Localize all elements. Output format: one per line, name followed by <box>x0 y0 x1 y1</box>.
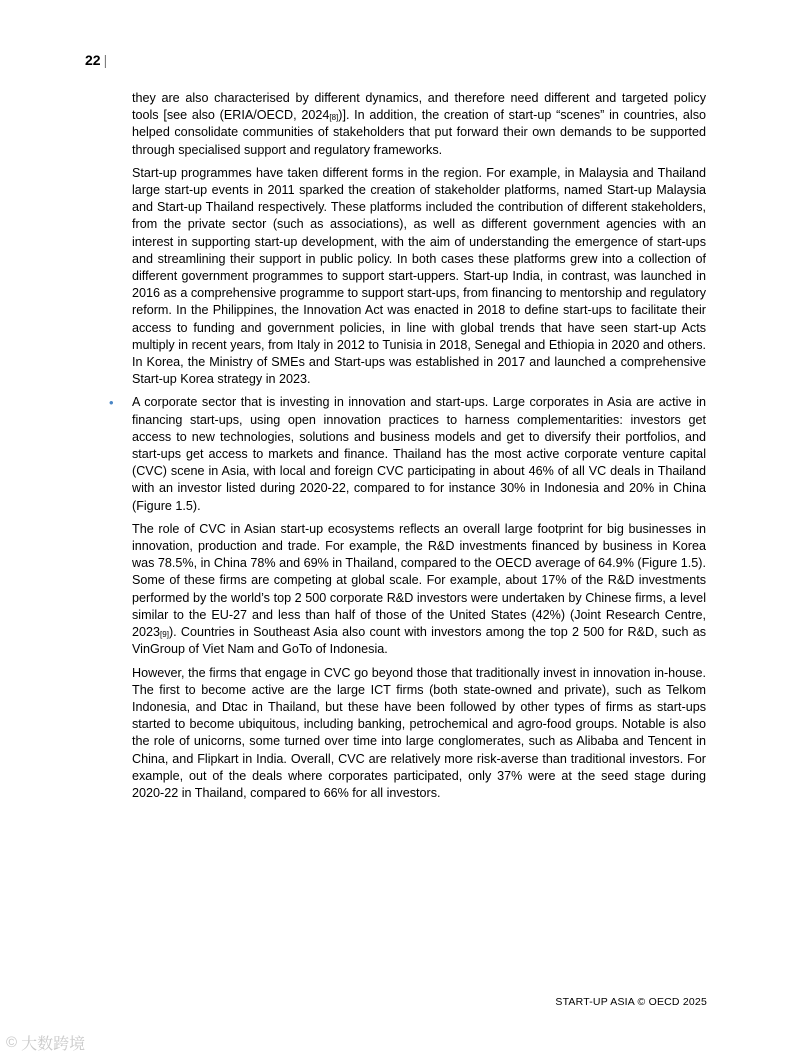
paragraph-3: A corporate sector that is investing in innovation and start-ups. Large corporates in Asia are active in financing start-ups, using open innovation practices to harness complementarities: investors get access to new technologies, solutions and business models and get to diversify their portfolios, and start-ups get access to markets and finance. Thailand has the most active corporate venture capital (CVC) scene in Asia, with local and foreign CVC participating in about 46% of all VC deals in Thailand with an investor listed during 2020-22, compared to for instance 30% in Indonesia and 20% in China (Figure 1.5). <box>132 395 706 513</box>
bullet-icon: • <box>109 395 114 411</box>
bullet-item <box>109 394 706 514</box>
watermark <box>6 1031 85 1054</box>
paragraph-1: they are also characterised by different dynamics, and therefore need different and targeted policy tools [see also (ERIA/OECD, 2024[8])]. In addition, the creation of start-up “scenes” in countries, also helped consolidate communities of stakeholders that put forward their own demands to be supported through specialised support and regulatory frameworks. <box>132 91 706 157</box>
footer: START-UP ASIA © OECD 2025 <box>555 996 707 1008</box>
paragraph-4: The role of CVC in Asian start-up ecosystems reflects an overall large footprint for big businesses in innovation, production and trade. For example, the R&D investments financed by business in Korea was 78.5%, in China 78% and 69% in Thailand, compared to the OECD average of 64.9% (Figure 1.5). Some of these firms are competing at global scale. For example, about 17% of the R&D investments performed by the world’s top 2 500 corporate R&D investors were undertaken by Chinese firms, a level similar to the EU-27 and less than half of those of the United States (42%) (Joint Research Centre, 2023[9]). Countries in Southeast Asia also count with investors among the top 2 500 for R&D, such as VinGroup of Viet Nam and GoTo of Indonesia. <box>132 521 706 657</box>
watermark-text: 大数跨境 <box>21 1036 86 1053</box>
paragraph-2: Start-up programmes have taken different forms in the region. For example, in Malaysia and Thailand large start-up events in 2011 sparked the creation of stakeholder platforms, named Start-up Malaysia and Start-up Thailand respectively. These platforms included the contribution of different stakeholders, from the private sector (such as associations), as well as different government agencies with an interest in supporting start-up development, with the aim of understanding the emergence of start-ups and streamlining their support in public policy. In both cases these platforms grew into a collection of different government programmes to support start-uppers. Start-up India, in contrast, was launched in 2016 as a comprehensive programme to support start-ups, from financing to mentorship and regulatory reform. In the Philippines, the Innovation Act was enacted in 2018 to define start-ups to facilitate their access to funding and government policies, in line with global trends that have seen start-up Acts multiply in recent years, from Italy in 2012 to Tunisia in 2018, Senegal and Ethiopia in 2020 and others. In Korea, the Ministry of SMEs and Start-ups was established in 2017 and launched a comprehensive Start-up Korea strategy in 2023. <box>132 165 707 387</box>
page-number: 22 <box>85 52 101 68</box>
citation-8: [8] <box>329 113 339 123</box>
citation-9: [9] <box>160 630 169 640</box>
body-text <box>109 90 707 808</box>
paragraph-5: However, the firms that engage in CVC go beyond those that traditionally invest in innovation in-house. The first to become active are the large ICT firms (both state-owned and private), such as Telkom Indonesia, and Dtac in Thailand, but these have been followed by other types of firms as start-ups started to become ubiquitous, including banking, petrochemical and agro-food groups. Notable is also the role of unicorns, some turned over time into large conglomerates, such as Alibaba and Tencent in China, and Flipkart in India. Overall, CVC are relatively more risk-averse than traditional investors. For example, out of the deals where corporates participated, only 37% were at the seed stage during 2020-22 in Thailand, compared to 66% for all investors. <box>132 665 706 800</box>
header-separator: | <box>103 52 108 68</box>
page-header <box>85 51 107 69</box>
watermark-logo-icon: © <box>6 1034 18 1051</box>
